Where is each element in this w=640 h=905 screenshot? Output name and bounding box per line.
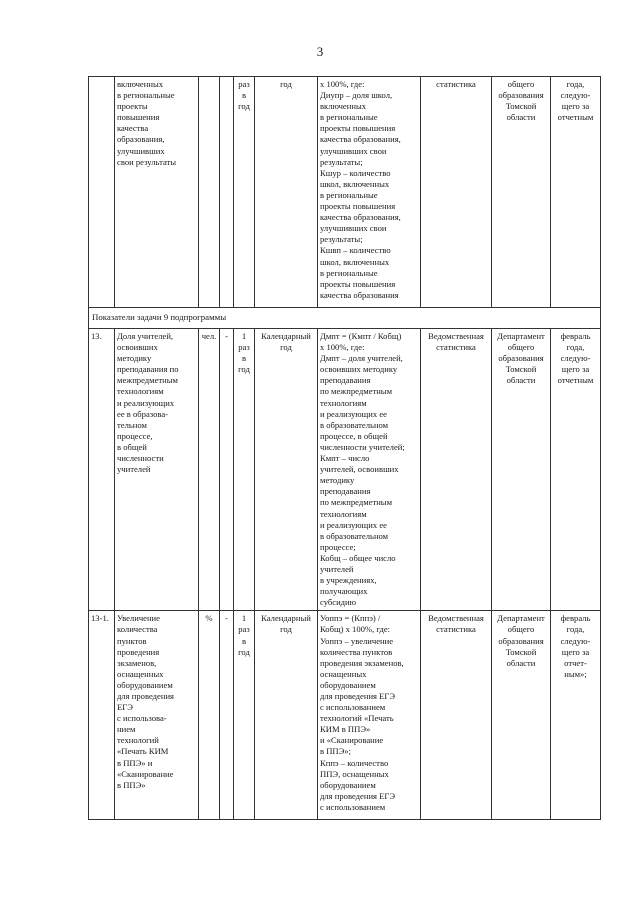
section-title: Показатели задачи 9 подпрограммы xyxy=(89,308,601,329)
formula-cell: Дмпт = (Кмпт / Кобщ) х 100%, где: Дмпт – доля учителей, освоивших методику преподавания по межпредметным технологиям и реализующих ее в образовательном процессе, в общей численности учителей; Кмпт – число учителей, освоивших методику преподавания по межпредметным технологиям и реализующих ее в образовательном процессе; Кобщ – общее число учителей в учреждениях, получающих субсидию xyxy=(318,329,421,611)
unit-cell xyxy=(199,77,220,308)
table-row xyxy=(89,77,601,308)
frequency-cell: 1 раз в год xyxy=(234,329,255,611)
responsible-cell: Департамент общего образования Томской области xyxy=(492,329,551,611)
method-cell: статистика xyxy=(421,77,492,308)
period-cell: Календарный год xyxy=(255,611,318,820)
frequency-cell: раз в год xyxy=(234,77,255,308)
weight-cell: - xyxy=(220,329,234,611)
indicator-name: Доля учителей, освоивших методику преподавания по межпредметным технологиям и реализующих ее в образова- тельном процессе, в общей численности учителей xyxy=(115,329,199,611)
page-number: 3 xyxy=(316,44,324,59)
weight-cell xyxy=(220,77,234,308)
deadline-cell: февраль года, следую- щего за отчетным xyxy=(551,329,601,611)
row-number: 13-1. xyxy=(89,611,115,820)
indicator-name: Увеличение количества пунктов проведения экзаменов, оснащенных оборудованием для проведения ЕГЭ с использова- нием технологий «Печать КИМ в ППЭ» и «Сканирование в ППЭ» xyxy=(115,611,199,820)
unit-cell: чел. xyxy=(199,329,220,611)
period-cell: год xyxy=(255,77,318,308)
indicator-name: включенных в региональные проекты повышения качества образования, улучшивших свои результаты xyxy=(115,77,199,308)
formula-cell: Уоппэ = (Кппэ) / Кобщ) х 100%, где: Уоппэ – увеличение количества пунктов проведения экзаменов, оснащенных оборудованием для проведения ЕГЭ с использованием технологий «Печать КИМ в ППЭ» и «Сканирование в ППЭ»; Кппэ – количество ППЭ, оснащенных оборудованием для проведения ЕГЭ с использованием xyxy=(318,611,421,820)
deadline-cell: февраль года, следую- щего за отчет- ным»; xyxy=(551,611,601,820)
weight-cell: - xyxy=(220,611,234,820)
formula-cell: х 100%, где: Диупр – доля школ, включенных в региональные проекты повышения качества образования, улучшивших свои результаты; Кшур – количество школ, включенных в региональные проекты повышения качества образования, улучшивших свои результаты; Кшвп – количество школ, включенных в региональные проекты повышения качества образования xyxy=(318,77,421,308)
method-cell: Ведомственная статистика xyxy=(421,329,492,611)
responsible-cell: общего образования Томской области xyxy=(492,77,551,308)
unit-cell: % xyxy=(199,611,220,820)
row-number: 13. xyxy=(89,329,115,611)
responsible-cell: Департамент общего образования Томской области xyxy=(492,611,551,820)
table-row xyxy=(89,611,601,820)
deadline-cell: года, следую- щего за отчетным xyxy=(551,77,601,308)
method-cell: Ведомственная статистика xyxy=(421,611,492,820)
indicators-table xyxy=(88,76,601,820)
period-cell: Календарный год xyxy=(255,329,318,611)
row-number xyxy=(89,77,115,308)
frequency-cell: 1 раз в год xyxy=(234,611,255,820)
table-row xyxy=(89,329,601,611)
section-heading-row xyxy=(89,308,601,329)
